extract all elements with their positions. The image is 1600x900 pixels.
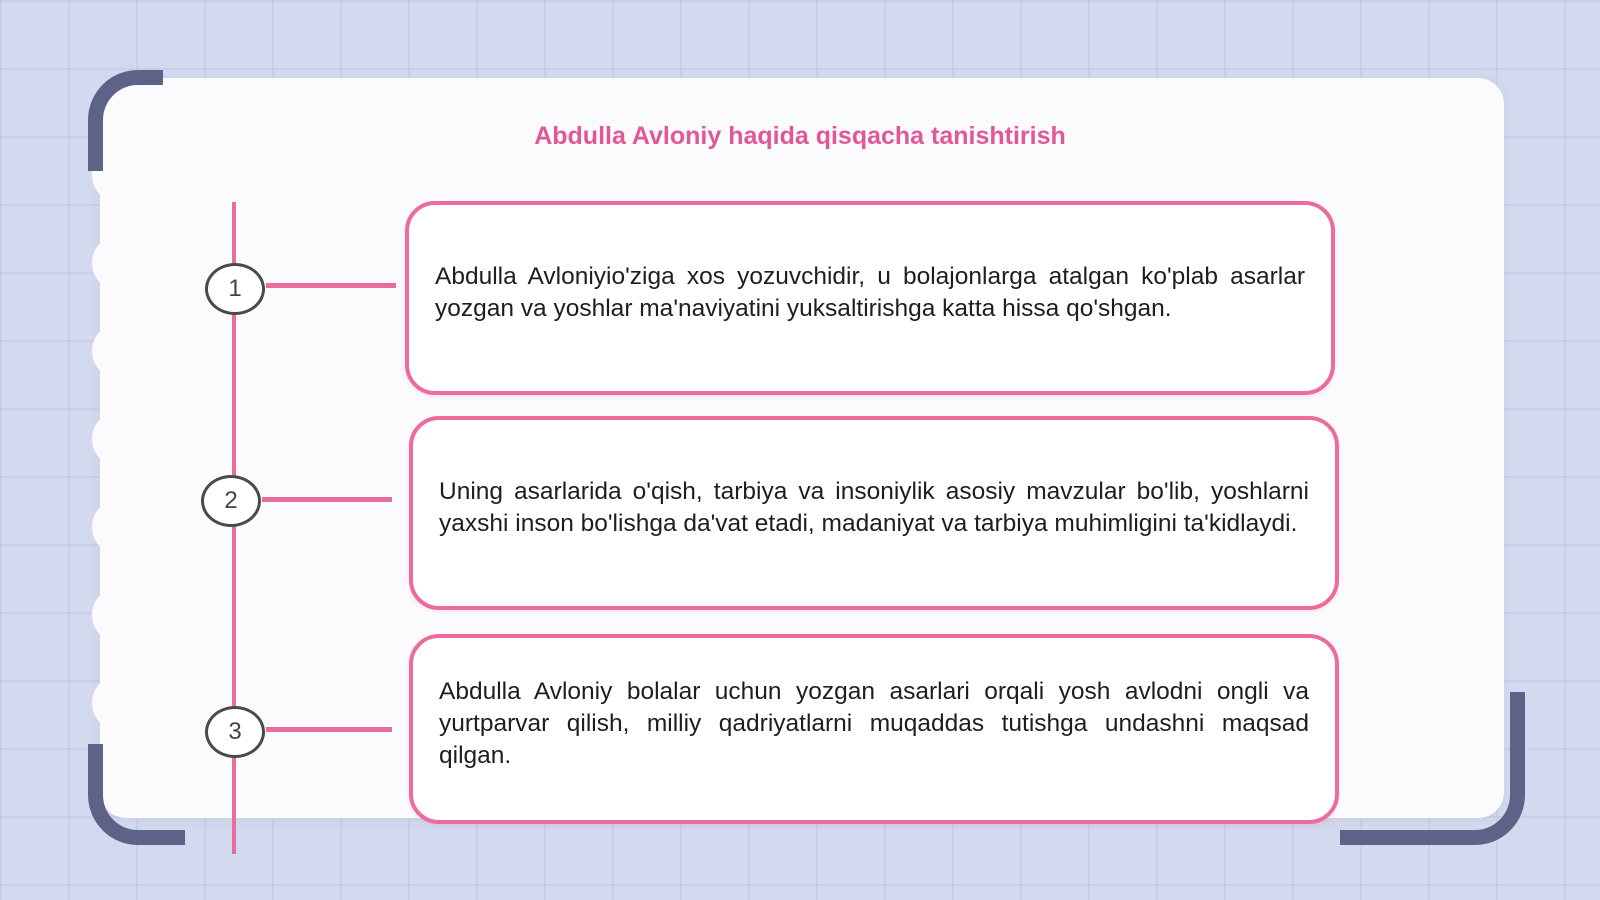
corner-bracket-bottom-right [1340,692,1525,845]
timeline-connector-2 [262,497,392,502]
timeline-marker-1: 1 [205,263,265,315]
scallop-decoration [92,680,126,726]
corner-bracket-top-left [88,70,163,171]
scallop-decoration [92,416,126,462]
timeline-text-2: Uning asarlarida o'qish, tarbiya va insoniylik asosiy mavzular bo'lib, yoshlarni yaxshi inson bo'lishga da'vat etadi, madaniyat va tarbiya muhimligini ta'kidlaydi. [439,478,1309,537]
slide-title: Abdulla Avloniy haqida qisqacha tanishtirish [534,122,1066,150]
timeline-connector-3 [266,727,392,732]
corner-bracket-bottom-left [88,744,185,845]
scallop-decoration [92,240,126,286]
timeline-box-2 [409,416,1339,610]
timeline-box-1 [405,201,1335,395]
timeline-text-3: Abdulla Avloniy bolalar uchun yozgan asarlari orqali yosh avlodni ongli va yurtparvar qilish, milliy qadriyatlarni muqaddas tutishga undashni maqsad qilgan. [439,678,1309,769]
scallop-decoration [92,592,126,638]
timeline-text-1: Abdulla Avloniyio'ziga xos yozuvchidir, u bolajonlarga atalgan ko'plab asarlar yozgan va yoshlar ma'naviyatini yuksaltirishga katta hissa qo'shgan. [435,263,1305,322]
scallop-decoration [92,504,126,550]
timeline-box-3 [409,634,1339,824]
timeline-marker-2: 2 [201,475,261,527]
scallop-decoration [92,328,126,374]
timeline-connector-1 [266,283,396,288]
timeline-marker-3: 3 [205,706,265,758]
